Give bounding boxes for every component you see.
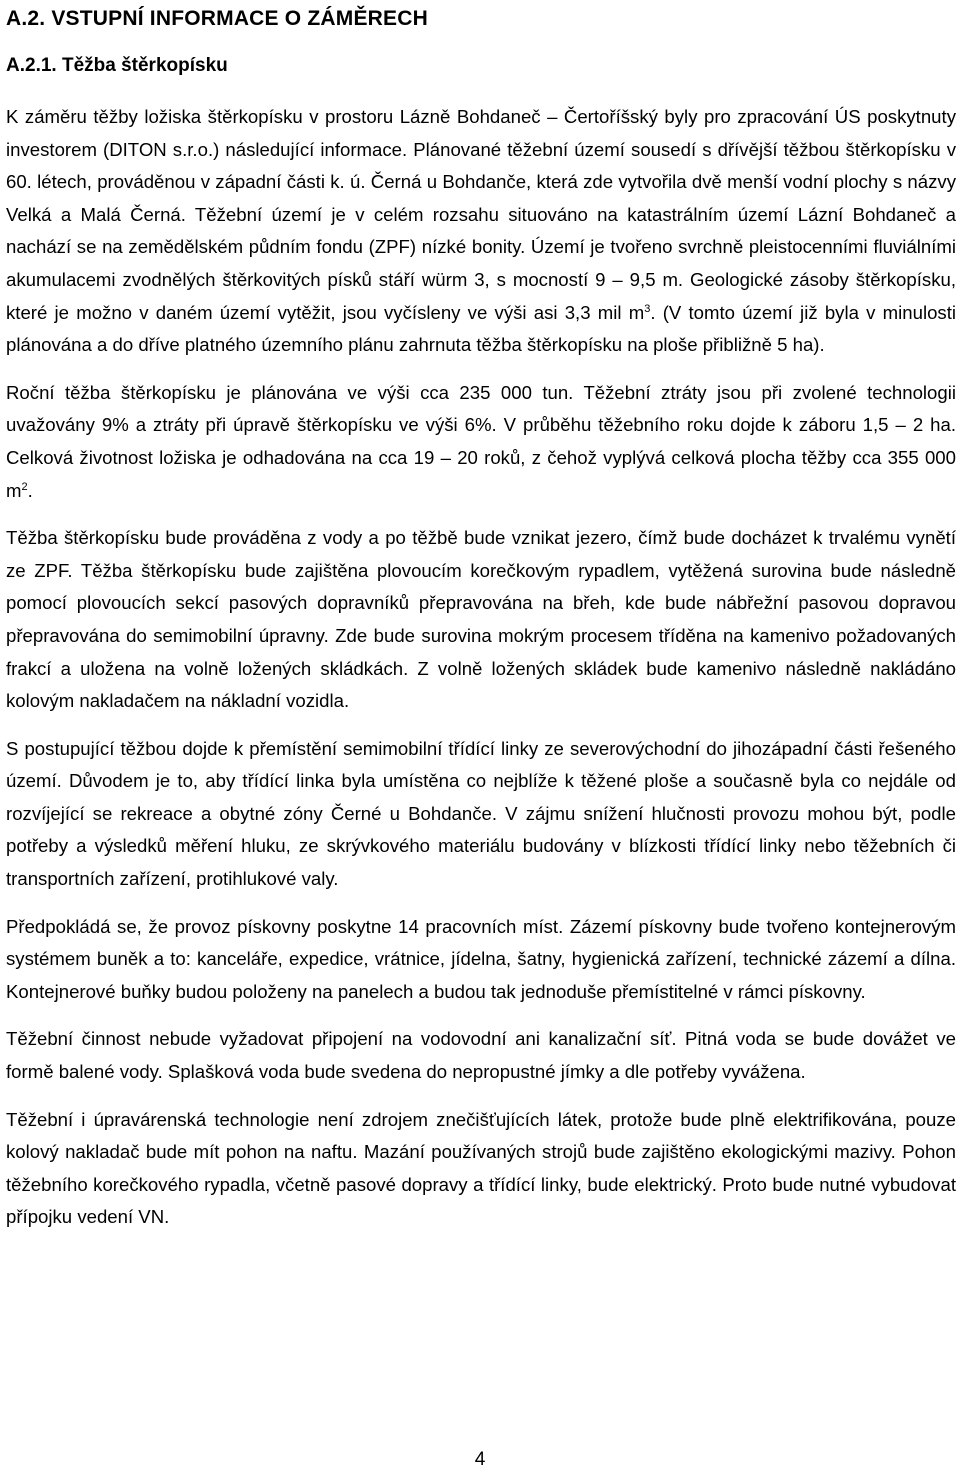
paragraph-sorting-line: S postupující těžbou dojde k přemístění semimobilní třídící linky ze severovýchodní do jihozápadní části řešeného území. Důvodem je to, aby třídící linka byla umístěna co nejblíže k těžené ploše a současně byla co nejdále od rozvíjející se rekreace a obytné zóny Černé u Bohdanče. V zájmu snížení hlučnosti provozu mohou být, podle potřeby a výsledků měření hluku, ze skrývkového materiálu budovány v blízkosti třídící linky nebo těžebních či transportních zařízení, protihlukové valy. <box>6 737 956 890</box>
subsection-heading: A.2.1. Těžba štěrkopísku <box>6 55 228 76</box>
paragraph-intro-text: K záměru těžby ložiska štěrkopísku v prostoru Lázně Bohdaneč – Čertoříšský byly pro zpracování ÚS poskytnuty investorem (DITON s.r.o.) následující informace. Plánované těžební území sousedí s dřívější těžbou štěrkopísku v 60. létech, prováděnou v západní části k. ú. Černá u Bohdanče, která zde vytvořila dvě menší vodní plochy s názvy Velká a Malá Černá. Těžební území je v celém rozsahu situováno na katastrálním území Lázní Bohdaneč a nachází se na zemědělském půdním fondu (ZPF) nízké bonity. Území je tvořeno svrchně pleistocenními fluviálními akumulacemi zvodnělých štěrkovitých písků stáří würm 3, s mocností 9 – 9,5 m. Geologické zásoby štěrkopísku, které je možno v daném území vytěžit, jsou vyčísleny ve výši asi 3,3 mil m <box>6 106 956 323</box>
paragraph-technology: Těžba štěrkopísku bude prováděna z vody a po těžbě bude vznikat jezero, čímž bude docházet k trvalému vynětí ze ZPF. Těžba štěrkopísku bude zajištěna plovoucím korečkovým rypadlem, vytěžená surovina bude následně pomocí plovoucích sekcí pasových dopravníků přepravována na břeh, kde bude nábřežní pasovou dopravou přepravována do semimobilní úpravny. Zde bude surovina mokrým procesem tříděna na kamenivo požadovaných frakcí a uložena na volně ložených skládkách. Z volně ložených skládek bude kamenivo následně nakládáno kolovým nakladačem na nákladní vozidla. <box>6 527 956 712</box>
paragraph-intro <box>6 101 956 362</box>
paragraph-annual-mining-text: Roční těžba štěrkopísku je plánována ve výši cca 235 000 tun. Těžební ztráty jsou při zvolené technologii uvažovány 9% a ztráty při úpravě štěrkopísku ve výši 6%. V průběhu těžebního roku dojde k záboru 1,5 – 2 ha. Celková životnost ložiska je odhadována na cca 19 – 20 roků, z čehož vyplývá celková plocha těžby cca 355 000 m <box>6 381 956 501</box>
paragraph-annual-mining-tail: . <box>27 479 33 501</box>
paragraph-facilities: Předpokládá se, že provoz pískovny poskytne 14 pracovních míst. Zázemí pískovny bude tvořeno kontejnerovým systémem buněk a to: kanceláře, expedice, vrátnice, jídelna, šatny, hygienická zařízení, technické zázemí a dílna. Kontejnerové buňky budou položeny na panelech a budou tak jednoduše přemístitelné v rámci pískovny. <box>6 915 956 1002</box>
paragraph-pollution: Těžební i úpravárenská technologie není zdrojem znečišťujících látek, protože bude plně elektrifikována, pouze kolový nakladač bude mít pohon na naftu. Mazání používaných strojů bude zajištěno ekologickými mazivy. Pohon těžebního korečkového rypadla, včetně pasové dopravy a třídící linky, bude elektrický. Proto bude nutné vybudovat přípojku vedení VN. <box>6 1108 956 1228</box>
superscript-square: 2 <box>21 480 28 493</box>
superscript-cubic: 3 <box>644 302 651 315</box>
section-heading: A.2. VSTUPNÍ INFORMACE O ZÁMĚRECH <box>6 7 428 30</box>
document-page <box>6 0 956 1234</box>
paragraph-annual-mining <box>6 377 956 507</box>
page-number: 4 <box>474 1449 486 1470</box>
paragraph-utilities: Těžební činnost nebude vyžadovat připojení na vodovodní ani kanalizační síť. Pitná voda se bude dovážet ve formě balené vody. Splašková voda bude svedena do nepropustné jímky a dle potřeby vyvážena. <box>6 1028 956 1083</box>
paragraph-intro-tail: . (V tomto území již byla v minulosti plánována a do dříve platného územního plánu zahrnuta těžba štěrkopísku na ploše přibližně 5 ha). <box>6 301 957 356</box>
